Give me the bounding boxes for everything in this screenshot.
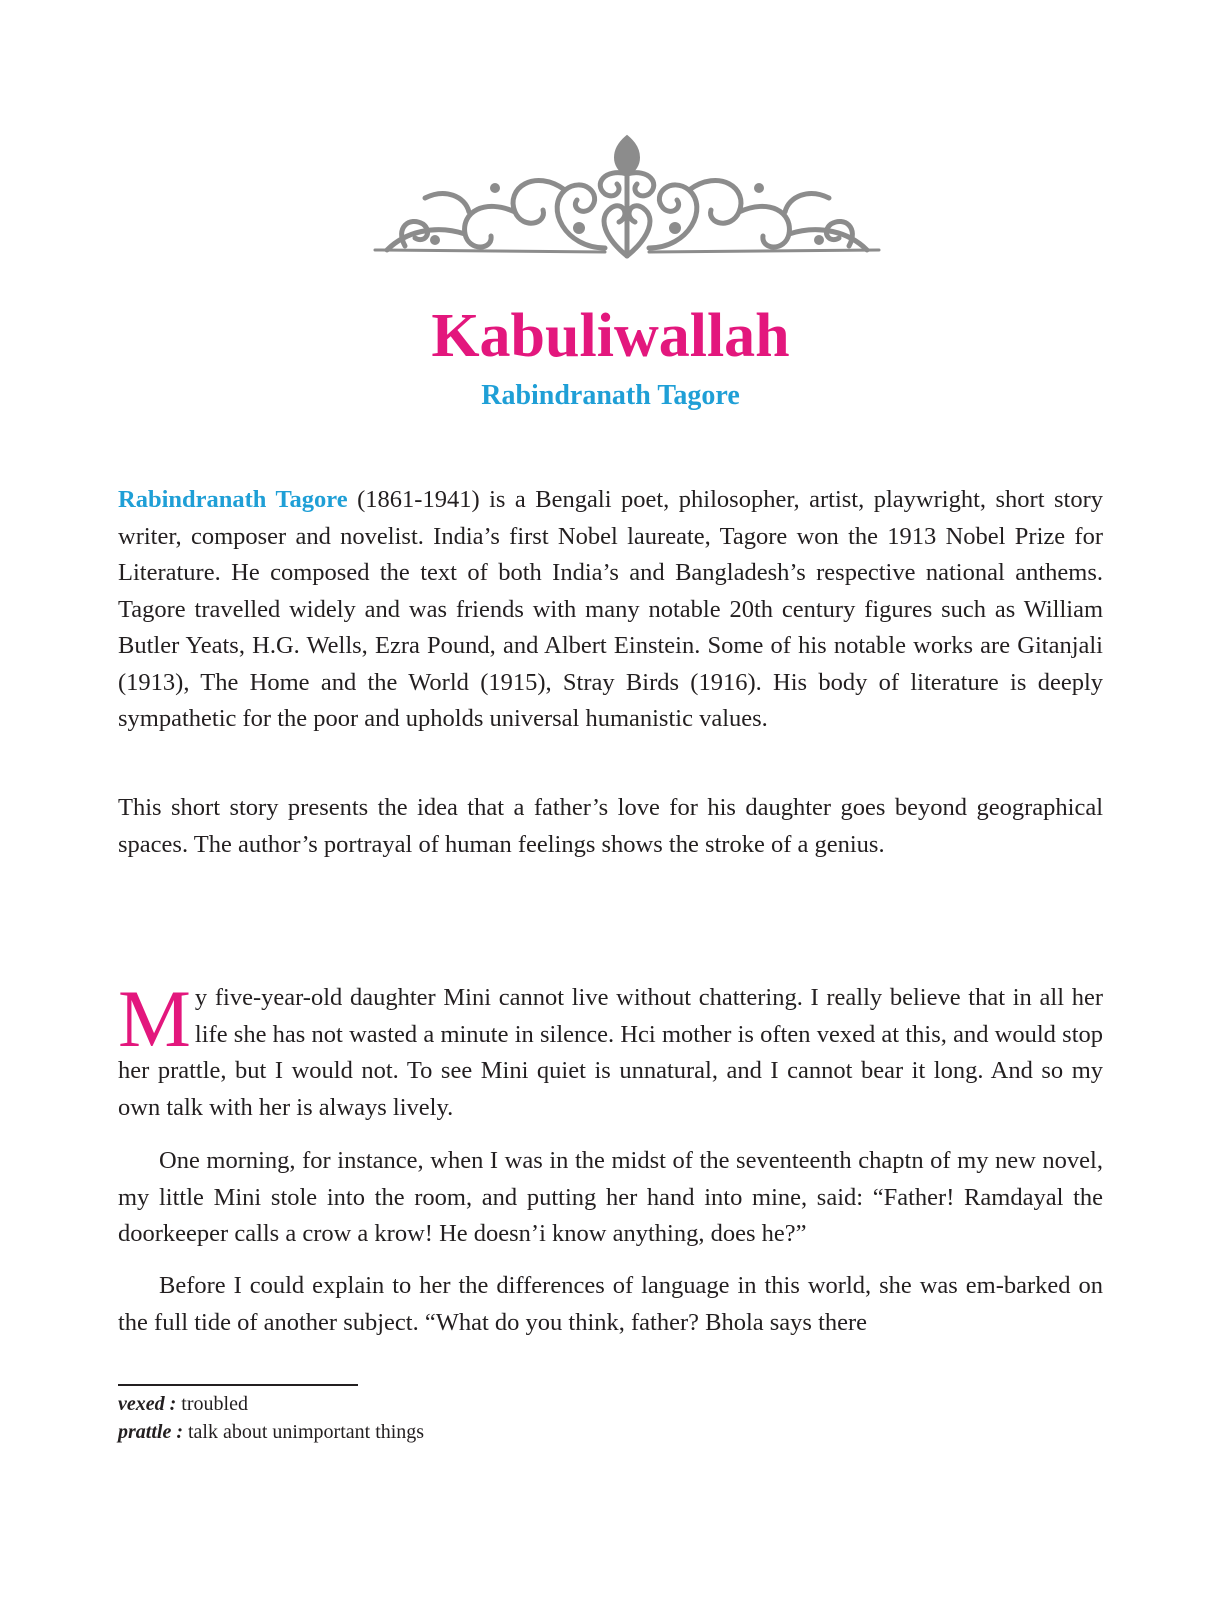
decorative-ornament-icon	[365, 128, 889, 268]
footnote-divider	[118, 1384, 358, 1386]
story-summary-paragraph: This short story presents the idea that a father’s love for his daughter goes beyond geographical spaces. The author’s portrayal of human feelings shows the stroke of a genius.	[118, 794, 1103, 858]
story-paragraph-3: Before I could explain to her the differences of language in this world, she was em-barked on the full tide of another subject. “What do you think, father? Bhola says there	[118, 1272, 1103, 1336]
author-bio-text: (1861-1941) is a Bengali poet, philosopher, artist, playwright, short story writer, composer and novelist. India’s first Nobel laureate, Tagore won the 1913 Nobel Prize for Literature. He composed the text of both India’s and Bangladesh’s respective national anthems. Tagore travelled widely and was friends with many notable 20th century figures such as William Butler Yeats, H.G. Wells, Ezra Pound, and Albert Einstein. Some of his notable works are Gitanjali (1913), The Home and the World (1915), Stray Birds (1916). His body of literature is deeply sympathetic for the poor and upholds universal humanistic values.	[118, 486, 1103, 732]
author-name: Rabindranath Tagore	[118, 486, 348, 513]
footnote-item	[118, 1418, 818, 1446]
footnote-item	[118, 1390, 818, 1418]
footnote-definition: talk about unimportant things	[183, 1421, 425, 1443]
story-paragraph-1-text: y five-year-old daughter Mini cannot live without chattering. I really believe that in all her life she has not wasted a minute in silence. Hci mother is often vexed at this, and would stop her prattle, but I would not. To see Mini quiet is unnatural, and I cannot bear it long. And so my own talk with her is always lively.	[118, 984, 1103, 1121]
story-author: Rabindranath Tagore	[481, 380, 740, 411]
footnote-definition: troubled	[176, 1393, 248, 1415]
footnotes	[118, 1390, 818, 1446]
drop-cap: M	[118, 973, 191, 1064]
author-bio-paragraph	[118, 482, 1103, 738]
story-paragraph-2: One morning, for instance, when I was in the midst of the seventeenth chaptn of my new novel, my little Mini stole into the room, and putting her hand into mine, said: “Father! Ramdayal the doorkeeper calls a crow a krow! He doesn’i know anything, does he?”	[118, 1147, 1103, 1247]
story-paragraph-1	[118, 973, 1103, 1126]
story-title: Kabuliwallah	[431, 302, 790, 370]
footnote-term: vexed :	[118, 1393, 177, 1415]
footnote-term: prattle :	[118, 1421, 183, 1443]
